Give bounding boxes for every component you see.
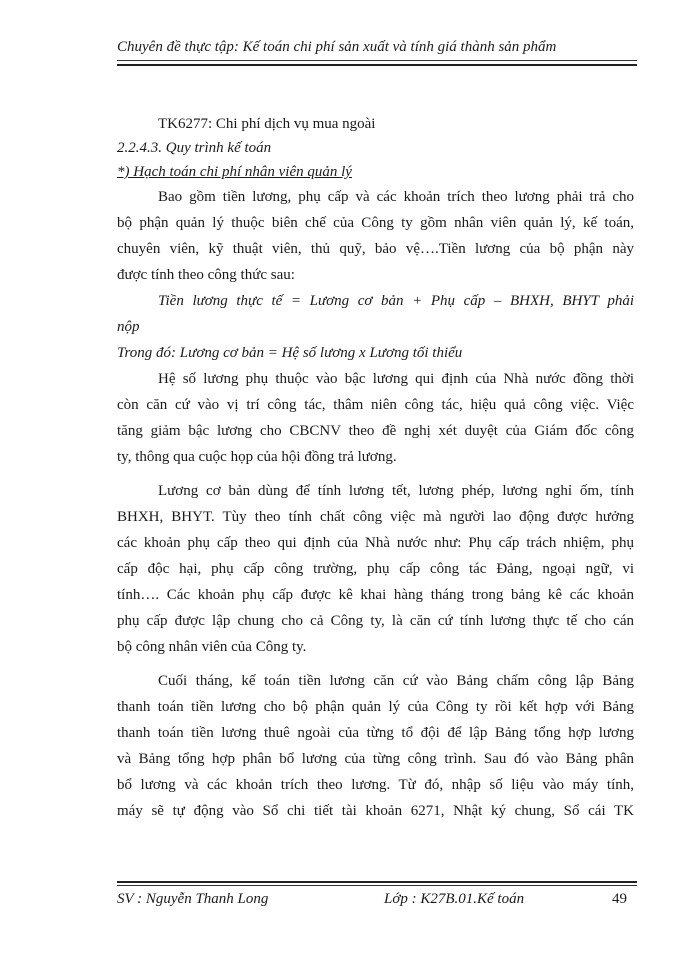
- paragraph-line: thanh toán tiền lương thuê ngoài của từng tổ đội để lập Bảng tổng hợp lương: [117, 725, 634, 741]
- formula-line: Tiền lương thực tế = Lương cơ bản + Phụ cấp – BHXH, BHYT phải: [158, 293, 634, 309]
- paragraph-line: tính…. Các khoản phụ cấp được kê khai hàng tháng trong bảng kê các khoản: [117, 587, 634, 603]
- paragraph-4: [117, 668, 634, 824]
- paragraph-line: Cuối tháng, kế toán tiền lương căn cứ vào Bảng chấm công lập Bảng: [158, 673, 634, 689]
- footer-rule-thin: [117, 885, 637, 886]
- paragraph-line: còn căn cứ vào vị trí công tác, thâm niên công tác, hiệu quả công việc. Việc: [117, 397, 634, 413]
- paragraph-line: và Bảng tổng hợp phân bổ lương của từng công trình. Sau đó vào Bảng phân: [117, 751, 634, 767]
- section-heading: 2.2.4.3. Quy trình kế toán: [117, 140, 272, 156]
- page-header-title: Chuyên đề thực tập: Kế toán chi phí sản xuất và tính giá thành sản phẩm: [117, 39, 557, 55]
- paragraph-gap: [117, 470, 634, 478]
- paragraph-3: [117, 478, 634, 660]
- paragraph-line: ty, thông qua cuộc họp của hội đồng trả lương.: [117, 449, 397, 465]
- paragraph-1: [117, 184, 634, 288]
- paragraph-line: phụ cấp được lập chung cho cả Công ty, là căn cứ tính lương thực tế cho cán: [117, 613, 634, 629]
- paragraph-line: bổ lương và các khoản trích theo lương. Từ đó, nhập số liệu vào máy tính,: [117, 777, 634, 793]
- paragraph-line: các khoản phụ cấp theo qui định của Nhà nước như: Phụ cấp trách nhiệm, phụ: [117, 535, 634, 551]
- formula-block: [117, 288, 634, 366]
- footer-rule-thick: [117, 881, 637, 883]
- header-rule-thick: [117, 64, 637, 66]
- paragraph-line: máy sẽ tự động vào Sổ chi tiết tài khoản 6271, Nhật ký chung, Sổ cái TK: [117, 803, 634, 819]
- paragraph-line: bộ phận quản lý thuộc biên chế của Công ty gồm nhân viên quản lý, kế toán,: [117, 215, 634, 231]
- formula-line: nộp: [117, 319, 140, 335]
- paragraph-line: tăng giảm bậc lương cho CBCNV theo đề nghị xét duyệt của Giám đốc công: [117, 423, 634, 439]
- paragraph-line: thanh toán tiền lương cho bộ phận quản lý của Công ty rồi kết hợp với Bảng: [117, 699, 634, 715]
- paragraph-line: Lương cơ bản dùng để tính lương tết, lương phép, lương nghỉ ốm, tính: [158, 483, 634, 499]
- paragraph-line: được tính theo công thức sau:: [117, 267, 295, 283]
- paragraph-line: Hệ số lương phụ thuộc vào bậc lương qui định của Nhà nước đồng thời: [158, 371, 634, 387]
- paragraph-line: BHXH, BHYT. Tùy theo tính chất công việc mà người lao động được hưởng: [117, 509, 634, 525]
- page-body: [117, 112, 634, 824]
- paragraph-gap: [117, 660, 634, 668]
- paragraph-line: bộ công nhân viên của Công ty.: [117, 639, 307, 655]
- account-line: TK6277: Chi phí dịch vụ mua ngoài: [158, 116, 376, 132]
- header-rule-thin: [117, 60, 637, 61]
- formula-line: Trong đó: Lương cơ bản = Hệ số lương x Lương tối thiểu: [117, 345, 463, 361]
- page-number: 49: [612, 891, 627, 907]
- paragraph-line: Bao gồm tiền lương, phụ cấp và các khoản trích theo lương phải trả cho: [158, 189, 634, 205]
- paragraph-2: [117, 366, 634, 470]
- paragraph-line: cấp độc hại, phụ cấp công trường, phụ cấp công tác Đảng, ngoại ngữ, vi: [117, 561, 634, 577]
- subsection-heading: *) Hạch toán chi phí nhân viên quản lý: [117, 164, 352, 180]
- footer-class: Lớp : K27B.01.Kế toán: [384, 891, 525, 907]
- footer-student: SV : Nguyễn Thanh Long: [117, 891, 269, 907]
- paragraph-line: chuyên viên, kỹ thuật viên, thủ quỹ, bảo vệ….Tiền lương của bộ phận này: [117, 241, 634, 257]
